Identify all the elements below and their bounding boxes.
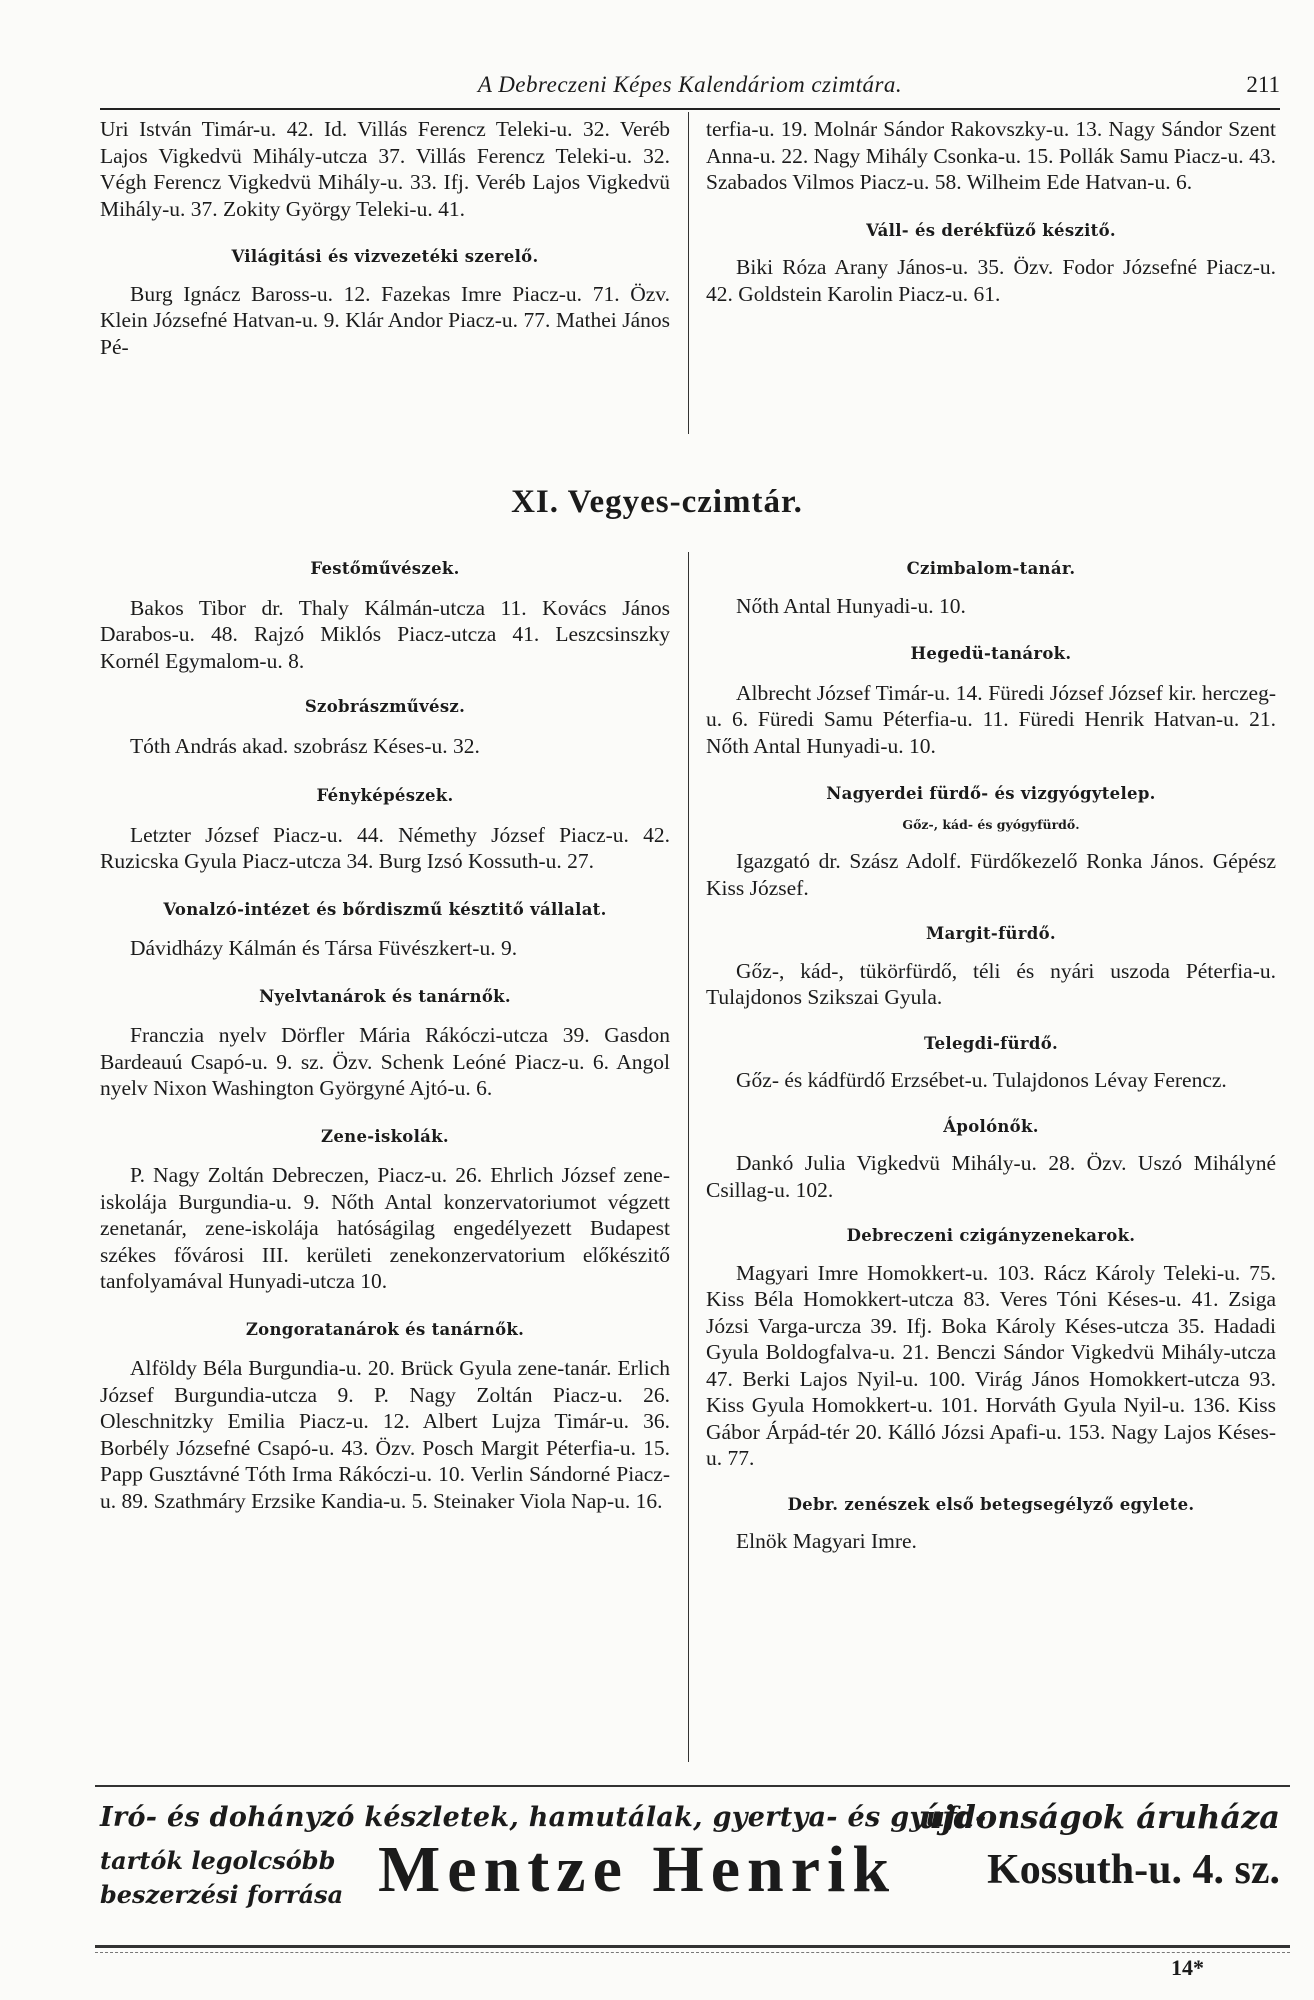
category-heading: Vonalzó-intézet és bőrdiszmű késztitő vállalat.: [163, 899, 607, 919]
ad-top-rule: [95, 1785, 1290, 1787]
column-divider: [688, 112, 689, 434]
category-body: P. Nagy Zoltán Debreczen, Piacz-u. 26. Ehrlich József zene-iskolája Burgundia-u. 9. Nőth Antal konzervatoriumot végzett zenetanár, zene-iskolája hatóságilag engedélyezett Budapest székes fővárosi III. kerületi zenekonzervatorium előkészitő tanfolyamával Hunyadi-utcza 10.: [100, 1163, 670, 1293]
category-body: Alföldy Béla Burgundia-u. 20. Brück Gyula zene-tanár. Erlich József Burgundia-utcza 9. P. Nagy Zoltán Piacz-u. 26. Oleschnitzky Emilia Piacz-u. 12. Albert Lujza Timár-u. 36. Borbély Józsefné Csapó-u. 43. Özv. Posch Margit Péterfia-u. 15. Papp Gusztávné Tóth Irma Rákóczi-u. 10. Verlin Sándorné Piacz-u. 89. Szathmáry Erzsike Kandia-u. 5. Steinaker Viola Nap-u. 16.: [100, 1356, 670, 1513]
category-body: Gőz- és kádfürdő Erzsébet-u. Tulajdonos Lévay Ferencz.: [736, 1068, 1227, 1092]
category-heading: Zene-iskolák.: [321, 1126, 449, 1146]
signature-mark: 14*: [1171, 1955, 1204, 1980]
category-body: Bakos Tibor dr. Thaly Kálmán-utcza 11. Kovács János Darabos-u. 48. Rajzó Miklós Piacz-utcza 41. Leszcsinszky Kornél Egymalom-u. 8.: [100, 595, 670, 673]
ad-address: Kossuth-u. 4. sz.: [987, 1847, 1280, 1893]
ad-bottom-rule: [95, 1945, 1290, 1948]
right-column: [706, 556, 1276, 1555]
category-body: Elnök Magyari Imre.: [736, 1529, 917, 1553]
top-left-body: Burg Ignácz Baross-u. 12. Fazekas Imre Piacz-u. 71. Özv. Klein Józsefné Hatvan-u. 9. Klár Andor Piacz-u. 77. Mathei János Pé-: [100, 281, 670, 359]
section-title: XI. Vegyes-czimtár.: [511, 484, 803, 520]
top-left-intro: Uri István Timár-u. 42. Id. Villás Ferencz Teleki-u. 32. Veréb Lajos Vigkedvü Mihály-utcza 37. Villás Ferencz Teleki-u. 32. Végh Ferencz Vigkedvü Mihály-u. 33. Ifj. Veréb Lajos Vigkedvü Mihály-u. 37. Zokity György Teleki-u. 41.: [100, 117, 670, 221]
category-body: Dávidházy Kálmán és Társa Füvészkert-u. 9.: [130, 936, 518, 960]
category-heading: Fényképészek.: [316, 786, 454, 805]
ad-line-2: tartók legolcsóbb: [100, 1846, 336, 1875]
category-heading: Ápolónők.: [943, 1116, 1039, 1136]
category-heading: Nyelvtanárok és tanárnők.: [259, 986, 511, 1006]
category-body: Gőz-, kád-, tükörfürdő, téli és nyári uszoda Péterfia-u. Tulajdonos Szikszai Gyula.: [706, 958, 1276, 1009]
category-heading: Festőművészek.: [310, 559, 460, 578]
category-body: Letzter József Piacz-u. 44. Némethy József Piacz-u. 42. Ruzicska Gyula Piacz-utcza 34. Burg Izsó Kossuth-u. 27.: [100, 822, 670, 873]
top-right-intro: terfia-u. 19. Molnár Sándor Rakovszky-u. 13. Nagy Sándor Szent Anna-u. 22. Nagy Mihály Csonka-u. 15. Pollák Samu Piacz-u. 43. Szabados Vilmos Piacz-u. 58. Wilheim Ede Hatvan-u. 6.: [706, 117, 1276, 194]
section-heading: Világitási és vizvezetéki szerelő.: [231, 247, 539, 266]
category-heading: Nagyerdei fürdő- és vizgyógytelep.: [826, 784, 1156, 803]
top-left-column: [100, 116, 670, 360]
header-rule: [100, 108, 1280, 110]
category-subheading: Gőz-, kád- és gyógyfürdő.: [902, 816, 1080, 832]
category-body: Igazgató dr. Szász Adolf. Fürdőkezelő Ronka János. Gépész Kiss József.: [706, 849, 1276, 900]
category-heading: Debr. zenészek első betegsegélyző egylete.: [787, 1494, 1195, 1514]
column-divider: [688, 552, 689, 1762]
ad-line-3: beszerzési forrása: [100, 1880, 344, 1909]
category-heading: Czimbalom-tanár.: [906, 559, 1076, 578]
category-body: Magyari Imre Homokkert-u. 103. Rácz Károly Teleki-u. 75. Kiss Béla Homokkert-utcza 83. Veres Tóni Késes-u. 41. Zsiga Józsi Varga-urcza 39. Ifj. Boka Károly Késes-utcza 35. Hadadi Gyula Boldogfalva-u. 21. Benczi Sándor Vigkedvü Mihály-utcza 47. Berki Lajos Nyil-u. 100. Virág János Homokkert-utcza 93. Kiss Gyula Homokkert-u. 101. Horváth Gyula Nyil-u. 136. Kiss Gábor Árpád-tér 20. Kálló Józsi Apafi-u. 153. Nagy Lajos Késes-u. 77.: [706, 1260, 1276, 1470]
top-right-column: [706, 116, 1276, 307]
category-heading: Szobrászművész.: [304, 697, 466, 716]
left-column: [100, 556, 670, 1514]
ad-line-1: Iró- és dohányzó készletek, hamutálak, gyertya- és gyufa-: [100, 1802, 987, 1833]
top-right-body: Biki Róza Arany János-u. 35. Özv. Fodor Józsefné Piacz-u. 42. Goldstein Karolin Piacz-u. 61.: [706, 255, 1276, 306]
running-title: A Debreczeni Képes Kalendáriom czimtára.: [477, 72, 903, 97]
page-number: 211: [1246, 72, 1280, 97]
category-heading: Telegdi-fürdő.: [923, 1033, 1059, 1053]
section-heading: Váll- és derékfüző készitő.: [866, 220, 1116, 240]
category-body: Tóth András akad. szobrász Késes-u. 32.: [130, 733, 480, 758]
category-heading: Margit-fürdő.: [926, 924, 1056, 943]
running-header: [100, 72, 1280, 108]
category-body: Dankó Julia Vigkedvü Mihály-u. 28. Özv. Uszó Mihályné Csillag-u. 102.: [706, 1151, 1276, 1202]
category-body: Nőth Antal Hunyadi-u. 10.: [736, 593, 966, 618]
advertisement: [100, 1790, 1290, 1940]
ad-right-line-1: újdonságok áruháza: [918, 1798, 1280, 1836]
category-heading: Debreczeni czigányzenekarok.: [846, 1226, 1136, 1245]
category-heading: Zongoratanárok és tanárnők.: [245, 1319, 525, 1339]
category-heading: Hegedü-tanárok.: [910, 644, 1072, 663]
category-body: Franczia nyelv Dörfler Mária Rákóczi-utcza 39. Gasdon Bardeauú Csapó-u. 9. sz. Özv. Schenk Leóné Piacz-u. 6. Angol nyelv Nixon Washington Györgyné Ajtó-u. 6.: [100, 1023, 670, 1100]
ad-bottom-dashed-rule: [95, 1952, 1290, 1953]
ad-merchant-name: Mentze Henrik: [378, 1833, 897, 1906]
category-body: Albrecht József Timár-u. 14. Füredi József József kir. herczeg-u. 6. Füredi Samu Péterfia-u. 11. Füredi Henrik Hatvan-u. 21. Nőth Antal Hunyadi-u. 10.: [706, 680, 1276, 758]
